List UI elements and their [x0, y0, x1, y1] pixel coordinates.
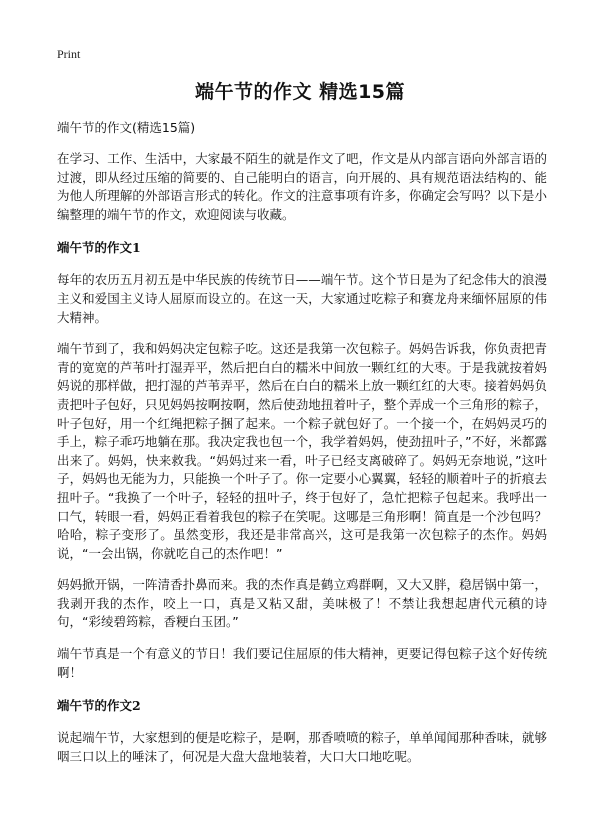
- print-link[interactable]: Print: [57, 47, 81, 61]
- section-1-paragraph-1: 每年的农历五月初五是中华民族的传统节日——端午节。这个节日是为了纪念伟大的浪漫主义和爱国主义诗人屈原而设立的。在这一天，大家通过吃粽子和赛龙舟来缅怀屈原的伟大精神。: [57, 272, 547, 325]
- section-1-paragraph-4: 端午节真是一个有意义的节日！我们要记住屈原的伟大精神，更要记得包粽子这个好传统啊！: [57, 646, 547, 680]
- section-2-paragraph-1: 说起端午节，大家想到的便是吃粽子，是啊，那香喷喷的粽子，单单闻闻那种香味，就够咽三口以上的唾沫了，何况是大盘大盘地装着，大口大口地吃呢。: [57, 730, 547, 764]
- document-body: [57, 119, 547, 779]
- section-1-paragraph-2: 端午节到了，我和妈妈决定包粽子吃。这还是我第一次包粽子。妈妈告诉我，你负责把青青的宽宽的芦苇叶打湿弄平，然后把白白的糯米中间放一颗红红的大枣。于是我就按着妈妈说的那样做，把打湿的芦苇弄平，然后在白白的糯米上放一颗红红的大枣。接着妈妈负责把叶子包好，只见妈妈按啊按啊，然后使劲地扭着叶子，整个弄成一个三角形的粽子，叶子包好，用一个红绳把粽子捆了起来。一个粽子就包好了。一个接一个，在妈妈灵巧的手上，粽子乖巧地躺在那。我决定我也包一个，我学着妈妈，使劲扭叶子，”不好，米都露出来了。妈妈，快来救我。“妈妈过来一看，叶子已经支离破碎了。妈妈无奈地说，”这叶子，妈妈也无能为力，只能换一个叶子了。你一定要小心翼翼，轻轻的顺着叶子的折痕去扭叶子。“我换了一个叶子，轻轻的扭叶子，终于包好了，急忙把粽子包起来。我呼出一口气，转眼一看，妈妈正看着我包的粽子在笑呢。这哪是三角形啊！简直是一个沙包吗？哈哈，粽子变形了。虽然变形，我还是非常高兴，这可是我第一次包粽子的杰作。妈妈说，“一会出锅，你就吃自己的杰作吧！”: [57, 341, 547, 561]
- intro-paragraph: 在学习、工作、生活中，大家最不陌生的就是作文了吧，作文是从内部言语向外部言语的过渡，即从经过压缩的简要的、自己能明白的语言，向开展的、具有规范语法结构的、能为他人所理解的外部语言形式的转化。作文的注意事项有许多，你确定会写吗？以下是小编整理的端午节的作文，欢迎阅读与收藏。: [57, 151, 547, 222]
- page-title: 端午节的作文 精选15篇: [194, 81, 406, 103]
- section-heading-2: 端午节的作文2: [57, 698, 141, 714]
- section-1-paragraph-3: 妈妈掀开锅，一阵清香扑鼻而来。我的杰作真是鹤立鸡群啊，又大又胖，稳居锅中第一，我剥开我的杰作，咬上一口，真是又粘又甜，美味极了！不禁让我想起唐代元稹的诗句，“彩绫碧筠粽，香粳白玉团。”: [57, 577, 547, 630]
- document-subtitle: 端午节的作文(精选15篇): [57, 120, 196, 135]
- section-heading-1: 端午节的作文1: [57, 240, 141, 256]
